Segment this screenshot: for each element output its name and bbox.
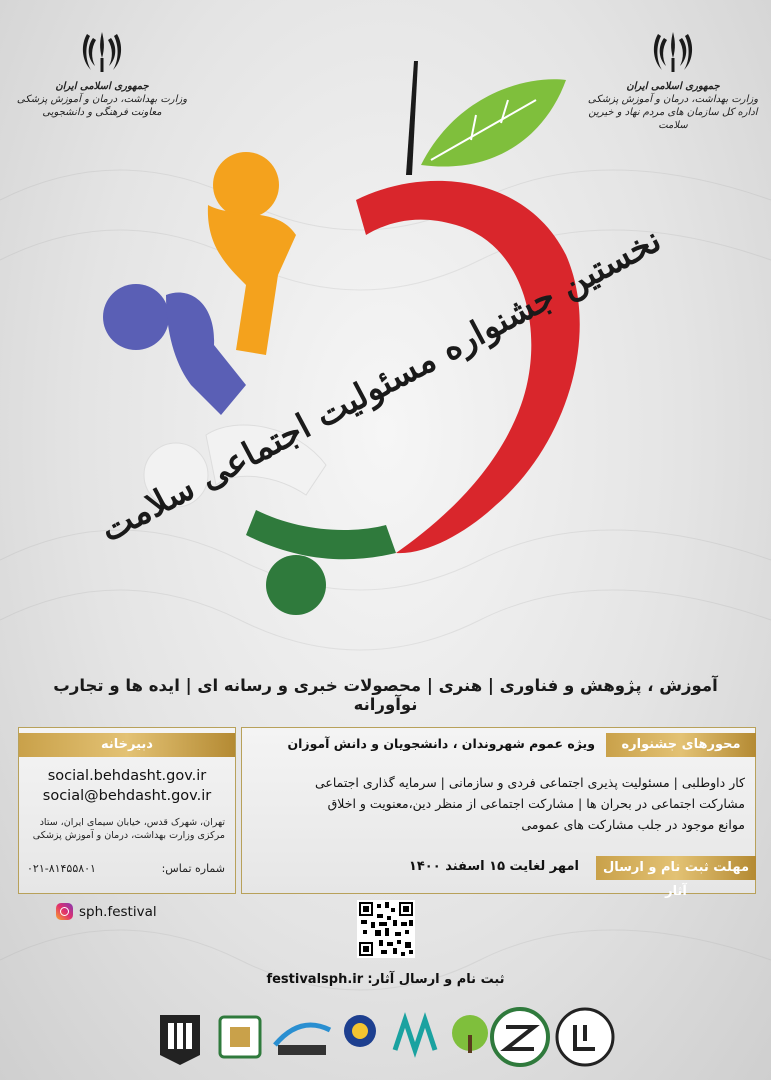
qr-code-icon[interactable] — [357, 900, 415, 958]
phone-number[interactable]: ۰۲۱-۸۱۴۵۵۸۰۱ — [27, 862, 96, 875]
topic-line: مشارکت اجتماعی در بحران ها | مشارکت اجتماعی از منظر دین،معنویت و اخلاق — [327, 796, 745, 811]
partner-logo-icon — [344, 1015, 376, 1047]
partner-logo-icon — [395, 1020, 435, 1050]
partner-logo-icon — [220, 1017, 260, 1057]
registration-line — [0, 972, 771, 987]
address-line: مرکزی وزارت بهداشت، درمان و آموزش پزشکی — [32, 830, 225, 841]
deadline-badge: مهلت ثبت نام و ارسال آثار — [596, 856, 756, 880]
registration-label: ثبت نام و ارسال آثار: — [367, 972, 505, 987]
festival-title: نخستین جشنواره مسئولیت اجتماعی سلامت — [94, 220, 668, 551]
topics-list — [250, 772, 745, 835]
address-line: تهران، شهرک قدس، خیابان سیمای ایران، ستاد — [39, 817, 225, 828]
partner-logo-icon — [492, 1009, 548, 1065]
ministry-emblem-right — [583, 28, 763, 132]
partner-logo-icon — [275, 1025, 330, 1055]
info-panel — [241, 727, 756, 899]
topic-line: موانع موجود در جلب مشارکت های عمومی — [521, 817, 745, 832]
phone-label: شماره تماس: — [161, 862, 225, 875]
emblem-line: وزارت بهداشت، درمان و آموزش پزشکی — [587, 94, 759, 105]
axes-badge: محورهای جشنواره — [606, 733, 756, 757]
instagram-handle[interactable] — [56, 903, 157, 920]
email-link[interactable]: social@behdasht.gov.ir — [42, 788, 212, 804]
topic-line: کار داوطلبی | مسئولیت پذیری اجتماعی فردی و سازمانی | سرمایه گذاری اجتماعی — [315, 775, 745, 790]
instagram-text: sph.festival — [79, 903, 157, 920]
festival-title-calligraphy — [94, 55, 668, 615]
partner-logos — [150, 1005, 620, 1075]
iran-emblem-icon — [650, 28, 696, 76]
instagram-icon — [56, 903, 73, 920]
audience-text: ویژه عموم شهروندان ، دانشجویان و دانش آموزان — [287, 736, 595, 751]
partner-logo-icon — [452, 1015, 488, 1053]
secretariat-panel — [18, 727, 236, 894]
deadline-text: امهر لغایت ۱۵ اسفند ۱۴۰۰ — [408, 859, 579, 874]
emblem-line: وزارت بهداشت، درمان و آموزش پزشکی — [16, 94, 188, 105]
emblem-line: جمهوری اسلامی ایران — [626, 81, 720, 92]
emblem-line: اداره کل سازمان های مردم نهاد و خیرین سلامت — [588, 107, 758, 131]
secretariat-badge: دبیرخانه — [19, 733, 235, 757]
website-link[interactable]: social.behdasht.gov.ir — [47, 768, 207, 784]
festival-axes-line: آموزش ، پژوهش و فناوری | هنری | محصولات خبری و رسانه ای | ایده ها و تجارب نوآورانه — [53, 676, 718, 714]
registration-url[interactable]: festivalsph.ir — [266, 972, 364, 987]
partner-logo-icon — [160, 1015, 200, 1065]
partner-logo-icon — [557, 1009, 613, 1065]
address — [25, 816, 225, 842]
festival-logo — [94, 55, 668, 615]
phone-row — [27, 862, 225, 875]
emblem-line: جمهوری اسلامی ایران — [55, 81, 149, 92]
emblem-line: معاونت فرهنگی و دانشجویی — [42, 107, 162, 118]
